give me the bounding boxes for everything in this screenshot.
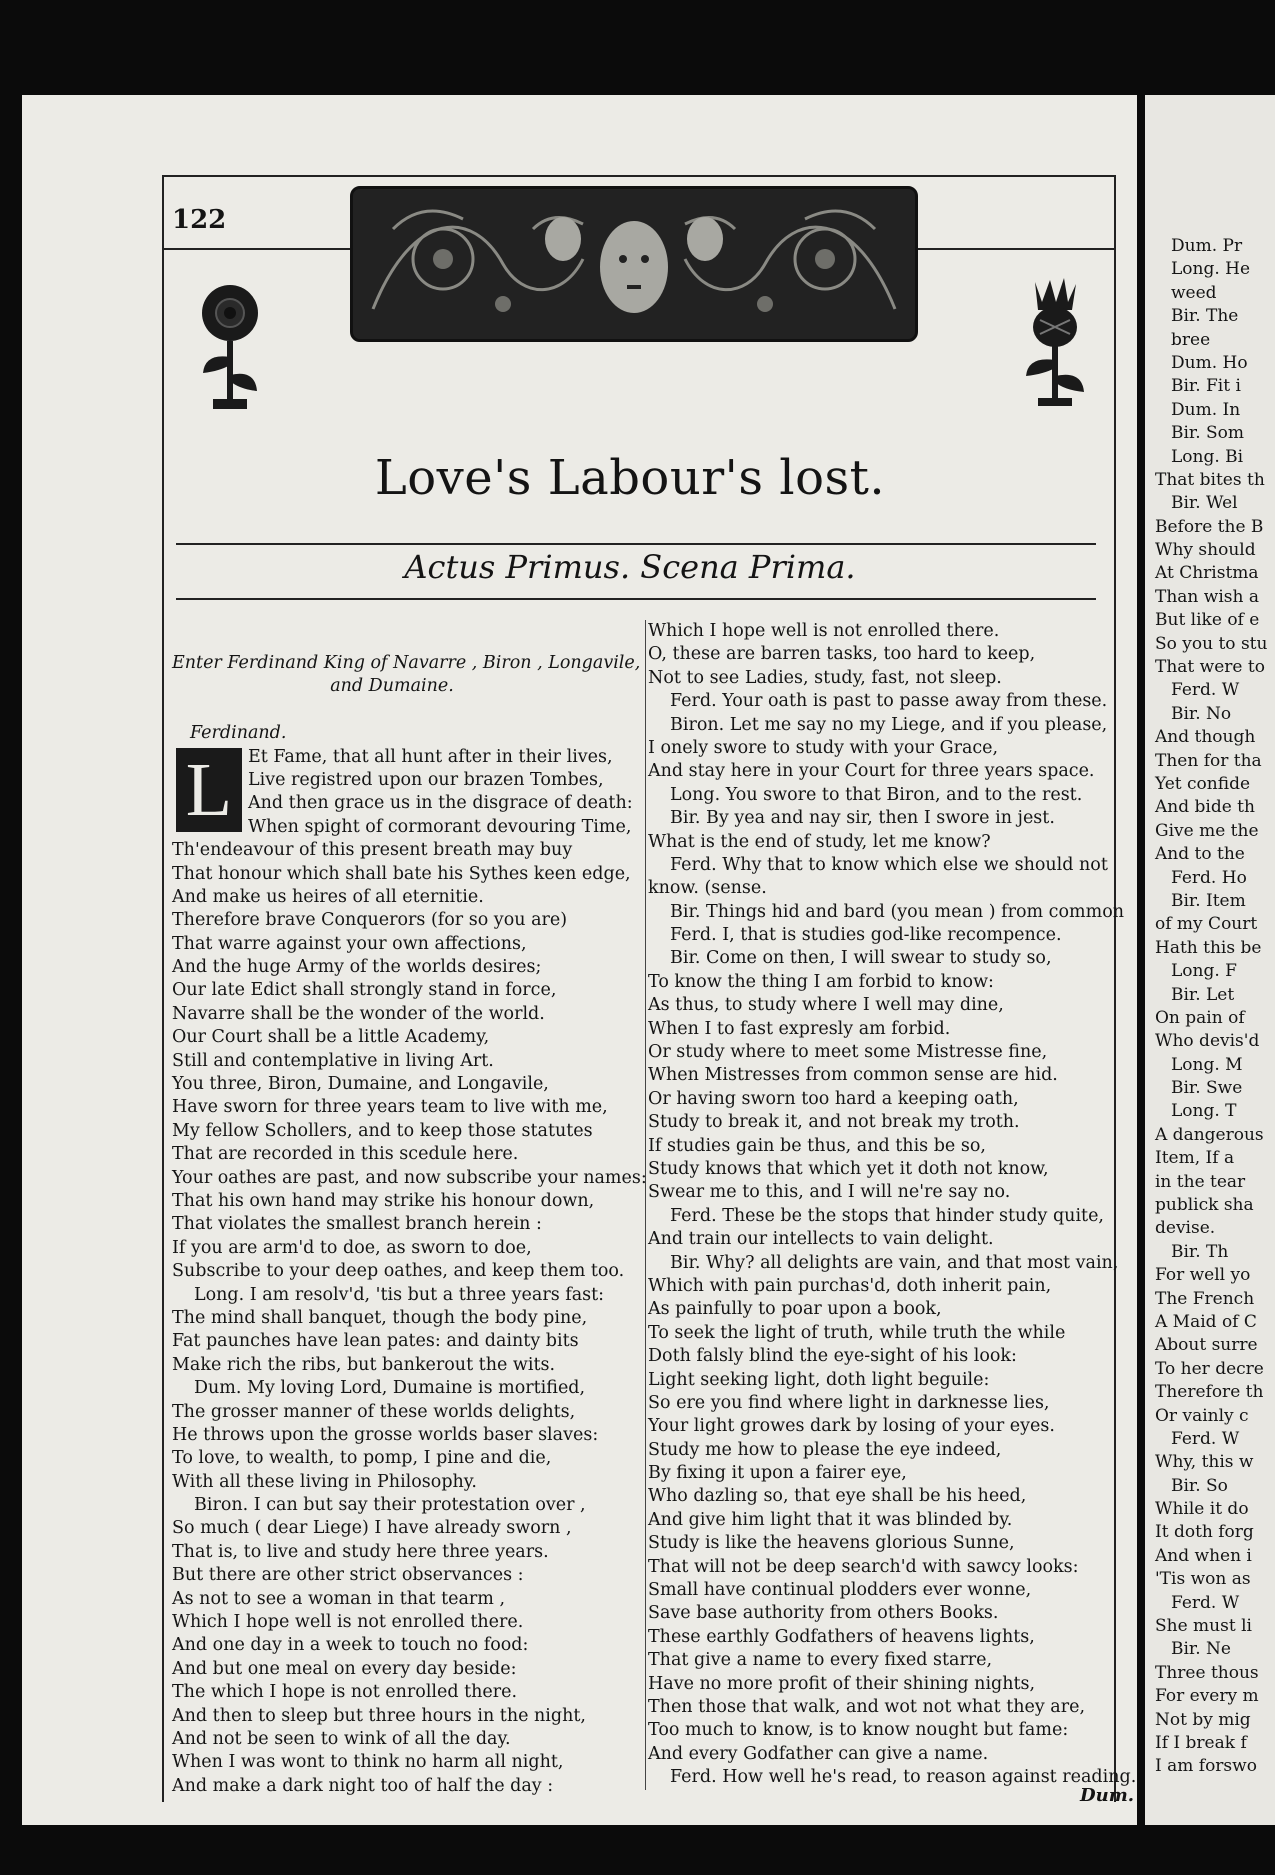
verse-line: know. (sense.: [648, 878, 767, 899]
facing-page-line: Not by mig: [1155, 1709, 1251, 1730]
facing-page-line: And to the: [1155, 844, 1245, 865]
facing-page-line: At Christma: [1155, 563, 1259, 584]
title-rule: [176, 543, 1096, 545]
verse-line: That honour which shall bate his Sythes keen edge,: [172, 863, 631, 884]
verse-line: As thus, to study where I well may dine,: [648, 995, 1004, 1016]
verse-line: Then those that walk, and wot not what they are,: [648, 1696, 1086, 1717]
verse-line: You three, Biron, Dumaine, and Longavile,: [172, 1074, 549, 1095]
facing-page-line: bree: [1171, 329, 1211, 350]
right-text-column: [648, 620, 1136, 1790]
verse-line: Ferd. Your oath is past to passe away from these.: [670, 691, 1108, 712]
verse-line: Th'endeavour of this present breath may buy: [172, 840, 573, 861]
facing-page-line: Why should: [1155, 540, 1256, 561]
verse-line: That warre against your own affections,: [172, 933, 527, 954]
facing-page-line: Who devis'd: [1155, 1031, 1260, 1052]
verse-line: So much ( dear Liege) I have already sworn ,: [172, 1518, 572, 1539]
verse-line: Bir. By yea and nay sir, then I swore in jest.: [670, 808, 1055, 829]
verse-line: But there are other strict observances :: [172, 1565, 524, 1586]
verse-line: And stay here in your Court for three years space.: [648, 761, 1095, 782]
verse-line: Our Court shall be a little Academy,: [172, 1027, 490, 1048]
verse-line: Which with pain purchas'd, doth inherit pain,: [648, 1275, 1052, 1296]
facing-page-line: A dangerous: [1155, 1124, 1264, 1145]
facing-page-text: [1155, 235, 1267, 1779]
verse-line: That will not be deep search'd with sawcy looks:: [648, 1556, 1079, 1577]
facing-page-line: Bir. Item: [1171, 890, 1246, 911]
verse-line: Or study where to meet some Mistresse fine,: [648, 1042, 1048, 1063]
facing-page-line: Bir. So: [1171, 1475, 1228, 1496]
facing-page-line: Long. F: [1171, 961, 1237, 982]
verse-line: Study to break it, and not break my troth.: [648, 1112, 1020, 1133]
facing-page-line: Long. He: [1171, 259, 1251, 280]
verse-line: Navarre shall be the wonder of the world.: [172, 1003, 545, 1024]
verse-line: The grosser manner of these worlds delights,: [172, 1401, 576, 1422]
verse-line: If studies gain be thus, and this be so,: [648, 1135, 986, 1156]
verse-line: Ferd. These be the stops that hinder study quite,: [670, 1205, 1104, 1226]
verse-line: The mind shall banquet, though the body pine,: [172, 1307, 588, 1328]
facing-page-line: Bir. Swe: [1171, 1078, 1243, 1099]
facing-page-line: Hath this be: [1155, 937, 1262, 958]
facing-page-line: Long. T: [1171, 1101, 1237, 1122]
verse-line: Have no more profit of their shining nights,: [648, 1673, 1036, 1694]
facing-page-line: So you to stu: [1155, 633, 1268, 654]
verse-line: So ere you find where light in darknesse lies,: [648, 1392, 1050, 1413]
verse-line: Fat paunches have lean pates: and dainty bits: [172, 1331, 579, 1352]
facing-page-line: Ferd. W: [1171, 680, 1240, 701]
facing-page-line: About surre: [1155, 1335, 1258, 1356]
verse-line: That his own hand may strike his honour down,: [172, 1190, 595, 1211]
catchword: Dum.: [1080, 1785, 1135, 1806]
verse-line: Not to see Ladies, study, fast, not sleep.: [648, 667, 1002, 688]
facing-page-line: Dum. Pr: [1171, 236, 1243, 256]
facing-page-line: Bir. Th: [1171, 1241, 1229, 1262]
play-title: Love's Labour's lost.: [374, 450, 886, 506]
facing-page-line: Dum. Ho: [1171, 352, 1248, 373]
facing-page-line: Long. M: [1171, 1054, 1243, 1075]
facing-page-line: Bir. The: [1171, 306, 1239, 327]
verse-line: Swear me to this, and I will ne're say no.: [648, 1182, 1011, 1203]
verse-line: And then grace us in the disgrace of death:: [248, 793, 633, 814]
verse-line: Study me how to please the eye indeed,: [648, 1439, 1002, 1460]
facing-page-line: publick sha: [1155, 1195, 1254, 1216]
verse-line: Bir. Why? all delights are vain, and that most vain,: [670, 1252, 1119, 1273]
verse-line: Or having sworn too hard a keeping oath,: [648, 1088, 1019, 1109]
facing-page-line: And though: [1155, 727, 1256, 748]
facing-page-line: Dum. In: [1171, 399, 1241, 420]
facing-page-line: While it do: [1155, 1499, 1249, 1520]
verse-line: Make rich the ribs, but bankerout the wits.: [172, 1354, 556, 1375]
verse-line: And but one meal on every day beside:: [172, 1658, 517, 1679]
verse-line: That violates the smallest branch herein :: [172, 1214, 542, 1235]
verse-line: I onely swore to study with your Grace,: [648, 737, 999, 758]
facing-page-line: weed: [1171, 282, 1217, 303]
verse-line: Our late Edict shall strongly stand in force,: [172, 980, 557, 1001]
verse-line: Study is like the heavens glorious Sunne,: [648, 1533, 1015, 1554]
facing-page-line: It doth forg: [1155, 1522, 1254, 1543]
facing-page-line: Before the B: [1155, 516, 1264, 537]
facing-page-line: Long. Bi: [1171, 446, 1244, 467]
facing-page-line: The French: [1155, 1288, 1255, 1309]
facing-page-line: Yet confide: [1155, 773, 1251, 794]
rose-ornament-icon: [195, 275, 265, 415]
verse-line: Study knows that which yet it doth not know,: [648, 1158, 1049, 1179]
facing-page-line: If I break f: [1155, 1733, 1247, 1753]
verse-line: That is, to live and study here three years.: [172, 1541, 549, 1562]
facing-page-line: That bites th: [1155, 469, 1265, 490]
facing-page-line: Why, this w: [1155, 1452, 1254, 1473]
verse-line: And make a dark night too of half the day :: [172, 1775, 554, 1796]
verse-line: As not to see a woman in that tearm ,: [172, 1588, 506, 1609]
verse-line: Too much to know, is to know nought but fame:: [648, 1720, 1069, 1741]
verse-line: And every Godfather can give a name.: [648, 1743, 989, 1764]
verse-line: When I to fast expresly am forbid.: [648, 1018, 951, 1039]
verse-line: By fixing it upon a fairer eye,: [648, 1463, 907, 1484]
facing-page-line: She must li: [1155, 1616, 1252, 1637]
facing-page-line: Give me the: [1155, 820, 1259, 841]
verse-line: Biron. I can but say their protestation over ,: [194, 1495, 586, 1516]
verse-line: Bir. Come on then, I will swear to study so,: [670, 948, 1052, 969]
facing-page-line: in the tear: [1155, 1171, 1246, 1192]
verse-line: My fellow Schollers, and to keep those statutes: [172, 1120, 593, 1141]
facing-page-line: Than wish a: [1155, 586, 1259, 607]
verse-line: When spight of cormorant devouring Time,: [248, 816, 632, 837]
facing-page-line: But like of e: [1155, 610, 1260, 631]
verse-line: Which I hope well is not enrolled there.: [648, 621, 1000, 641]
verse-line: These earthly Godfathers of heavens lights,: [648, 1626, 1035, 1647]
verse-line: Doth falsly blind the eye-sight of his look:: [648, 1346, 1017, 1367]
facing-page-line: Then for tha: [1155, 750, 1262, 771]
page-number: 122: [172, 205, 227, 235]
act-rule: [176, 598, 1096, 600]
verse-line: Your light growes dark by losing of your eyes.: [648, 1416, 1055, 1437]
verse-line: And one day in a week to touch no food:: [172, 1635, 529, 1656]
verse-line: And not be seen to wink of all the day.: [172, 1728, 511, 1749]
verse-line: What is the end of study, let me know?: [648, 831, 991, 852]
verse-line: Long. You swore to that Biron, and to the rest.: [670, 784, 1083, 805]
verse-line: Who dazling so, that eye shall be his heed,: [648, 1486, 1027, 1507]
verse-line: And then to sleep but three hours in the night,: [172, 1705, 586, 1726]
verse-line: Save base authority from others Books.: [648, 1603, 999, 1624]
verse-line: Still and contemplative in living Art.: [172, 1050, 494, 1071]
verse-line: He throws upon the grosse worlds baser slaves:: [172, 1424, 599, 1445]
facing-page-line: Ferd. W: [1171, 1592, 1240, 1613]
verse-line: Ferd. Why that to know which else we should not: [670, 854, 1108, 875]
facing-page-line: of my Court: [1155, 914, 1258, 935]
verse-line: Biron. Let me say no my Liege, and if you please,: [670, 714, 1108, 735]
verse-line: Light seeking light, doth light beguile:: [648, 1369, 990, 1390]
verse-line: O, these are barren tasks, too hard to keep,: [648, 644, 1036, 665]
facing-page-line: 'Tis won as: [1155, 1569, 1251, 1590]
verse-line: When Mistresses from common sense are hid.: [648, 1065, 1058, 1086]
facing-page-line: For every m: [1155, 1686, 1259, 1707]
facing-page-line: Bir. Let: [1171, 984, 1235, 1005]
verse-line: Ferd. I, that is studies god-like recompence.: [670, 925, 1062, 946]
verse-line: and Dumaine.: [330, 676, 454, 697]
facing-page-line: Ferd. Ho: [1171, 867, 1247, 888]
facing-page-line: Bir. Fit i: [1171, 376, 1241, 397]
verse-line: Long. I am resolv'd, 'tis but a three years fast:: [194, 1284, 605, 1305]
facing-page-line: For well yo: [1155, 1265, 1251, 1286]
verse-line: When I was wont to think no harm all night,: [172, 1752, 564, 1773]
facing-page-line: Or vainly c: [1155, 1405, 1249, 1426]
woodcut-headpiece: [350, 186, 918, 342]
facing-page-line: Bir. Som: [1171, 423, 1244, 444]
verse-line: And the huge Army of the worlds desires;: [172, 957, 542, 978]
verse-line: [172, 699, 647, 722]
verse-line: Which I hope well is not enrolled there.: [172, 1612, 524, 1633]
verse-line: Ferdinand.: [190, 723, 287, 744]
verse-line: Enter Ferdinand King of Navarre , Biron , Longavile,: [172, 653, 641, 673]
verse-line: And train our intellects to vain delight.: [648, 1229, 994, 1250]
verse-line: To love, to wealth, to pomp, I pine and die,: [172, 1448, 552, 1469]
drop-cap-letter: L: [176, 748, 242, 832]
verse-line: And make us heires of all eternitie.: [172, 886, 484, 907]
verse-line: To know the thing I am forbid to know:: [648, 971, 994, 992]
left-text-column: [172, 652, 647, 1798]
verse-line: The which I hope is not enrolled there.: [172, 1682, 518, 1703]
facing-page-line: And bide th: [1155, 797, 1255, 818]
facing-page-line: And when i: [1155, 1545, 1252, 1566]
facing-page-line: To her decre: [1155, 1358, 1264, 1379]
verse-line: With all these living in Philosophy.: [172, 1471, 477, 1492]
headpiece-pattern-icon: [353, 189, 915, 339]
verse-line: Therefore brave Conquerors (for so you are): [172, 910, 568, 931]
facing-page-line: Item, If a: [1155, 1148, 1235, 1169]
verse-line: That are recorded in this scedule here.: [172, 1144, 519, 1165]
facing-page-line: Therefore th: [1155, 1382, 1264, 1403]
verse-line: And give him light that it was blinded by.: [648, 1509, 1013, 1530]
verse-line: Live registred upon our brazen Tombes,: [248, 769, 604, 790]
facing-page-line: Bir. Wel: [1171, 493, 1238, 514]
facing-page-line: Bir. Ne: [1171, 1639, 1231, 1660]
verse-line: Have sworn for three years team to live with me,: [172, 1097, 608, 1118]
facing-page-line: Ferd. W: [1171, 1428, 1240, 1449]
verse-line: Bir. Things hid and bard (you mean ) from common: [670, 901, 1125, 922]
verse-line: That give a name to every fixed starre,: [648, 1650, 993, 1671]
facing-page: [1145, 95, 1275, 1825]
facing-page-line: On pain of: [1155, 1007, 1245, 1028]
verse-line: Subscribe to your deep oathes, and keep them too.: [172, 1261, 625, 1282]
facing-page-line: Three thous: [1155, 1662, 1259, 1683]
facing-page-line: devise.: [1155, 1218, 1216, 1239]
verse-line: Your oathes are past, and now subscribe your names:: [172, 1167, 647, 1188]
verse-line: Dum. My loving Lord, Dumaine is mortified,: [194, 1378, 586, 1399]
verse-line: Small have continual plodders ever wonne,: [648, 1580, 1032, 1601]
facing-page-line: That were to: [1155, 657, 1265, 678]
thistle-ornament-icon: [1020, 272, 1090, 412]
act-heading: Actus Primus. Scena Prima.: [404, 548, 856, 586]
verse-line: Et Fame, that all hunt after in their lives,: [248, 746, 613, 767]
verse-line: If you are arm'd to doe, as sworn to doe,: [172, 1237, 532, 1258]
verse-line: Ferd. How well he's read, to reason against reading.: [670, 1767, 1137, 1788]
verse-line: To seek the light of truth, while truth the while: [648, 1322, 1066, 1343]
facing-page-line: A Maid of C: [1155, 1311, 1257, 1332]
facing-page-line: I am forswo: [1155, 1756, 1257, 1777]
facing-page-line: Bir. No: [1171, 703, 1232, 724]
verse-line: As painfully to poar upon a book,: [648, 1299, 942, 1320]
